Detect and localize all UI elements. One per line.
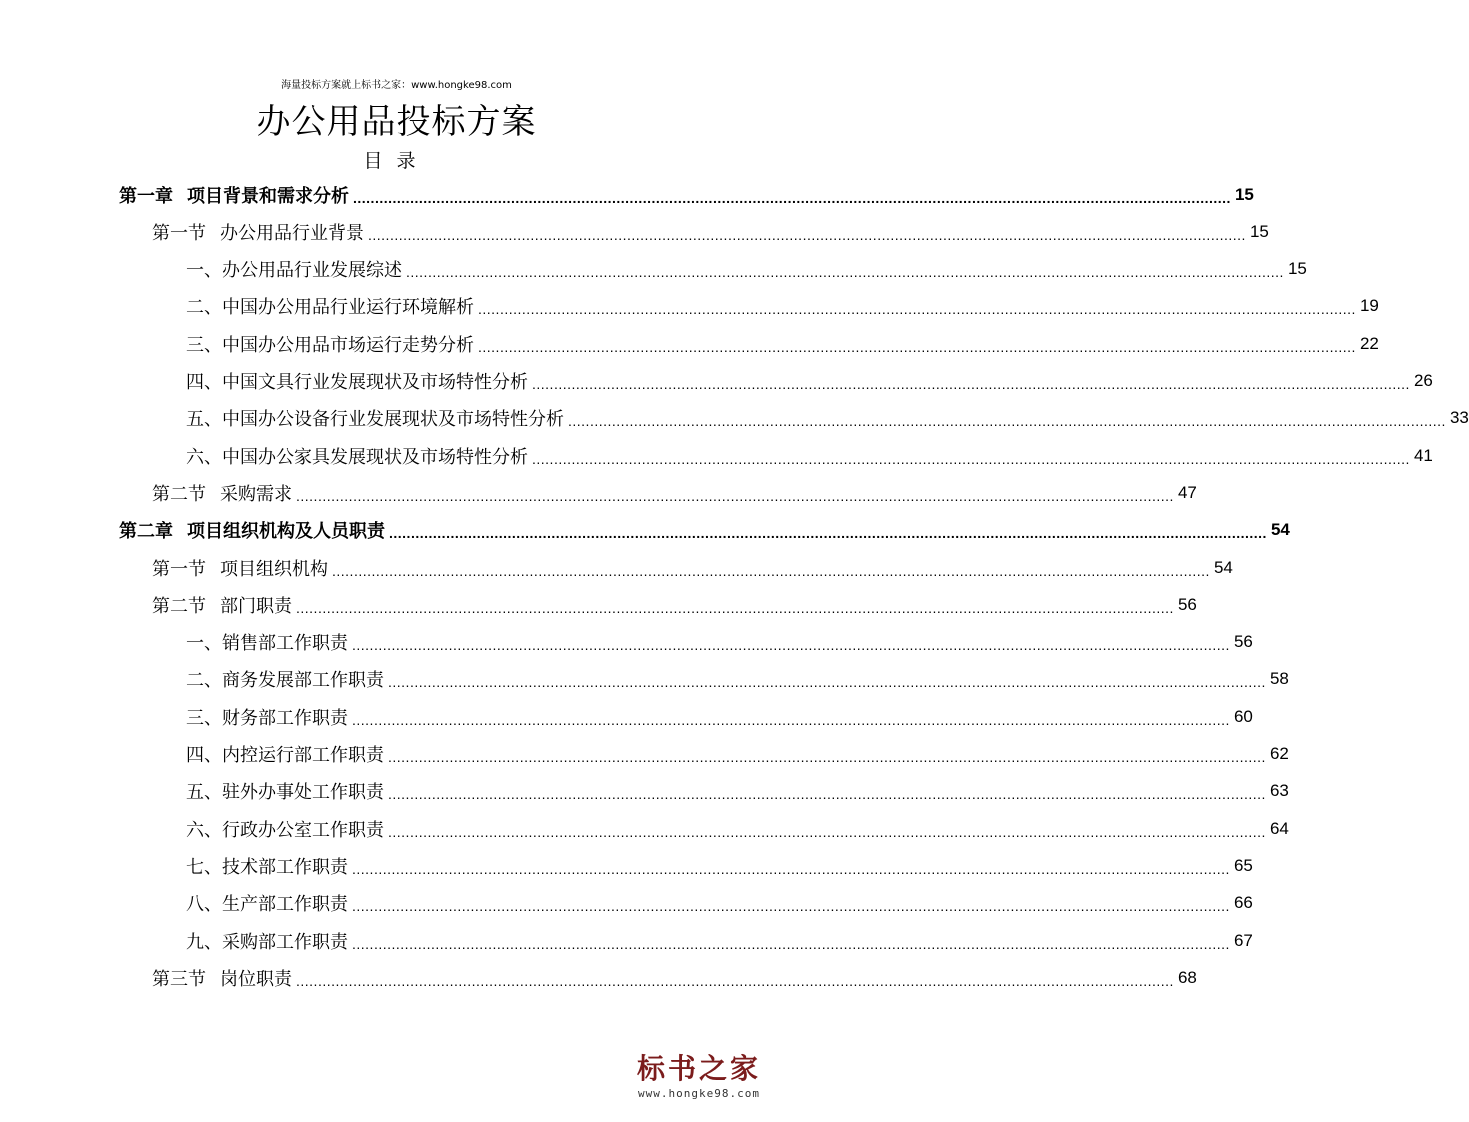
- toc-entry[interactable]: [186, 698, 1253, 735]
- toc-entry-number: 第一章: [119, 185, 173, 207]
- toc-entry[interactable]: [152, 549, 1233, 586]
- toc-entry-page-number: 68: [1177, 967, 1197, 987]
- toc-entry[interactable]: [186, 661, 1289, 698]
- toc-dot-leader: ........................................................................................................................................................................................................: [296, 599, 1174, 616]
- toc-entry-number: 四、: [186, 745, 222, 766]
- toc-dot-leader: ........................................................................................................................................................................................................: [296, 487, 1174, 504]
- toc-entry-title: [186, 741, 384, 767]
- toc-dot-leader: ........................................................................................................................................................................................................: [296, 972, 1174, 989]
- toc-entry-title: [152, 480, 292, 506]
- toc-entry-title: [186, 256, 402, 282]
- toc-entry-number: 七、: [186, 856, 222, 878]
- toc-entry-page-number: 54: [1213, 557, 1233, 577]
- toc-entry-number: 第一节: [152, 222, 206, 244]
- toc-dot-leader: ........................................................................................................................................................................................................: [388, 674, 1266, 691]
- toc-entry[interactable]: [119, 512, 1290, 549]
- toc-entry-title: [152, 965, 292, 991]
- toc-entry-number: 第二章: [119, 521, 173, 543]
- toc-entry-page-number: 19: [1359, 296, 1379, 316]
- toc-entry[interactable]: [186, 251, 1307, 288]
- toc-entry-number: 第二节: [152, 483, 206, 505]
- toc-dot-leader: ........................................................................................................................................................................................................: [332, 562, 1210, 579]
- watermark-logo: [619, 1052, 779, 1110]
- watermark-logo-text: 标书之家: [636, 1052, 761, 1085]
- toc-entry-number: 五、: [186, 782, 222, 804]
- toc-entry[interactable]: [186, 736, 1289, 773]
- toc-entry-title: [186, 853, 348, 879]
- toc-entry-number: 三、: [186, 334, 222, 356]
- toc-entry-page-number: 58: [1269, 669, 1289, 689]
- toc-entry-page-number: 15: [1234, 184, 1254, 204]
- toc-entry-label: 财务部工作职责: [222, 707, 348, 729]
- toc-entry[interactable]: [152, 213, 1269, 250]
- toc-dot-leader: ........................................................................................................................................................................................................: [353, 189, 1231, 206]
- watermark-url: www.hongke98.com: [638, 1087, 760, 1100]
- toc-entry[interactable]: [186, 885, 1253, 922]
- toc-entry[interactable]: [152, 474, 1197, 511]
- toc-entry-page-number: 41: [1413, 445, 1433, 465]
- toc-entry[interactable]: [186, 624, 1253, 661]
- toc-entry-title: [186, 368, 528, 394]
- toc-entry-number: 八、: [186, 894, 222, 916]
- toc-entry-label: 内控运行部工作职责: [222, 745, 384, 766]
- toc-entry[interactable]: [119, 176, 1254, 213]
- toc-entry-label: 中国办公用品市场运行走势分析: [222, 334, 474, 356]
- toc-entry[interactable]: [186, 773, 1289, 810]
- toc-entry-number: 九、: [186, 931, 222, 953]
- toc-dot-leader: ........................................................................................................................................................................................................: [368, 226, 1246, 243]
- toc-entry[interactable]: [152, 959, 1197, 996]
- toc-entry-page-number: 64: [1269, 818, 1289, 838]
- toc-entry-page-number: 54: [1270, 520, 1290, 540]
- toc-entry-page-number: 63: [1269, 781, 1289, 801]
- toc-entry-page-number: 62: [1269, 744, 1289, 763]
- toc-entry-label: 行政办公室工作职责: [222, 819, 384, 841]
- toc-entry-label: 项目背景和需求分析: [187, 185, 349, 207]
- toc-entry-number: 六、: [186, 819, 222, 841]
- toc-entry-title: [119, 517, 385, 543]
- toc-dot-leader: ........................................................................................................................................................................................................: [389, 525, 1267, 542]
- toc-entry-page-number: 47: [1177, 482, 1197, 502]
- toc-entry-number: 五、: [186, 409, 222, 431]
- toc-entry-label: 生产部工作职责: [222, 894, 348, 916]
- toc-entry-title: [186, 704, 348, 730]
- toc-entry-label: 中国办公设备行业发展现状及市场特性分析: [222, 409, 564, 431]
- toc-entry-label: 采购部工作职责: [222, 931, 348, 953]
- toc-entry[interactable]: [186, 437, 1433, 474]
- toc-entry-label: 中国文具行业发展现状及市场特性分析: [222, 372, 528, 393]
- toc-dot-leader: ........................................................................................................................................................................................................: [532, 376, 1410, 392]
- toc-dot-leader: ........................................................................................................................................................................................................: [352, 711, 1230, 728]
- toc-entry[interactable]: [186, 363, 1433, 400]
- toc-dot-leader: ........................................................................................................................................................................................................: [532, 450, 1410, 467]
- toc-entry-label: 办公用品行业发展综述: [222, 260, 402, 282]
- toc-entry-page-number: 65: [1233, 855, 1253, 875]
- toc-entry-page-number: 56: [1233, 632, 1253, 652]
- toc-dot-leader: ........................................................................................................................................................................................................: [478, 338, 1356, 355]
- header-note: 海量投标方案就上标书之家：www.hongke98.com: [281, 80, 512, 91]
- toc-dot-leader: ........................................................................................................................................................................................................: [478, 301, 1356, 318]
- toc-entry-title: [186, 293, 474, 319]
- toc-entry-label: 采购需求: [220, 483, 292, 505]
- toc-entry-label: 商务发展部工作职责: [222, 670, 384, 692]
- toc-entry-title: [186, 890, 348, 916]
- toc-entry-title: [186, 778, 384, 804]
- toc-entry[interactable]: [186, 922, 1253, 959]
- toc-entry-page-number: 60: [1233, 706, 1253, 726]
- toc-entry-page-number: 15: [1287, 259, 1307, 279]
- toc-entry-title: [186, 443, 528, 469]
- toc-entry-title: [186, 816, 384, 842]
- toc-dot-leader: ........................................................................................................................................................................................................: [352, 935, 1230, 952]
- toc-entry-number: 四、: [186, 372, 222, 393]
- toc-entry-label: 项目组织机构及人员职责: [187, 521, 385, 543]
- toc-entry-title: [186, 928, 348, 954]
- toc-heading: 目录: [363, 150, 430, 172]
- toc-entry-title: [152, 555, 328, 581]
- toc-dot-leader: ........................................................................................................................................................................................................: [388, 786, 1266, 803]
- toc-entry-number: 二、: [186, 670, 222, 692]
- toc-entry[interactable]: [186, 325, 1379, 362]
- toc-entry-title: [186, 666, 384, 692]
- toc-entry-page-number: 56: [1177, 594, 1197, 614]
- toc-entry[interactable]: [186, 288, 1379, 325]
- toc-entry-number: 一、: [186, 260, 222, 282]
- toc-entry-number: 二、: [186, 297, 222, 319]
- toc-entry-page-number: 66: [1233, 893, 1253, 913]
- toc-entry-number: 六、: [186, 446, 222, 468]
- toc-entry-page-number: 22: [1359, 333, 1379, 353]
- toc-entry-label: 办公用品行业背景: [220, 222, 364, 244]
- toc-dot-leader: ........................................................................................................................................................................................................: [352, 860, 1230, 877]
- toc-entry-page-number: 15: [1249, 221, 1269, 241]
- toc-entry-title: [152, 592, 292, 618]
- toc-dot-leader: ........................................................................................................................................................................................................: [352, 637, 1230, 654]
- toc-dot-leader: ........................................................................................................................................................................................................: [388, 823, 1266, 840]
- toc-dot-leader: ........................................................................................................................................................................................................: [388, 749, 1266, 765]
- toc-entry-label: 中国办公用品行业运行环境解析: [222, 297, 474, 319]
- toc-entry-label: 部门职责: [220, 595, 292, 617]
- toc-dot-leader: ........................................................................................................................................................................................................: [352, 898, 1230, 915]
- document-title: 办公用品投标方案: [256, 102, 537, 142]
- toc-entry[interactable]: [186, 847, 1253, 884]
- toc-entry-title: [186, 405, 564, 431]
- toc-entry-page-number: 26: [1413, 371, 1433, 390]
- toc-entry-number: 三、: [186, 707, 222, 729]
- toc-entry-page-number: 33: [1449, 408, 1469, 428]
- toc-entry-label: 技术部工作职责: [222, 856, 348, 878]
- toc-entry-title: [186, 331, 474, 357]
- toc-entry[interactable]: [186, 400, 1469, 437]
- toc-dot-leader: ........................................................................................................................................................................................................: [568, 413, 1446, 430]
- toc-entry-label: 销售部工作职责: [222, 633, 348, 655]
- toc-entry[interactable]: [152, 586, 1197, 623]
- toc-entry-title: [119, 182, 349, 208]
- toc-entry-number: 第一节: [152, 558, 206, 580]
- toc-entry-label: 驻外办事处工作职责: [222, 782, 384, 804]
- toc-dot-leader: ........................................................................................................................................................................................................: [406, 264, 1284, 281]
- toc-entry-number: 第二节: [152, 595, 206, 617]
- toc-entry-title: [152, 219, 364, 245]
- toc-entry-label: 项目组织机构: [220, 558, 328, 580]
- toc-entry-number: 第三节: [152, 968, 206, 990]
- toc-entry-label: 中国办公家具发展现状及市场特性分析: [222, 446, 528, 468]
- toc-entry[interactable]: [186, 810, 1289, 847]
- toc-entry-title: [186, 629, 348, 655]
- toc-entry-number: 一、: [186, 633, 222, 655]
- toc-entry-label: 岗位职责: [220, 968, 292, 990]
- toc-entry-page-number: 67: [1233, 930, 1253, 950]
